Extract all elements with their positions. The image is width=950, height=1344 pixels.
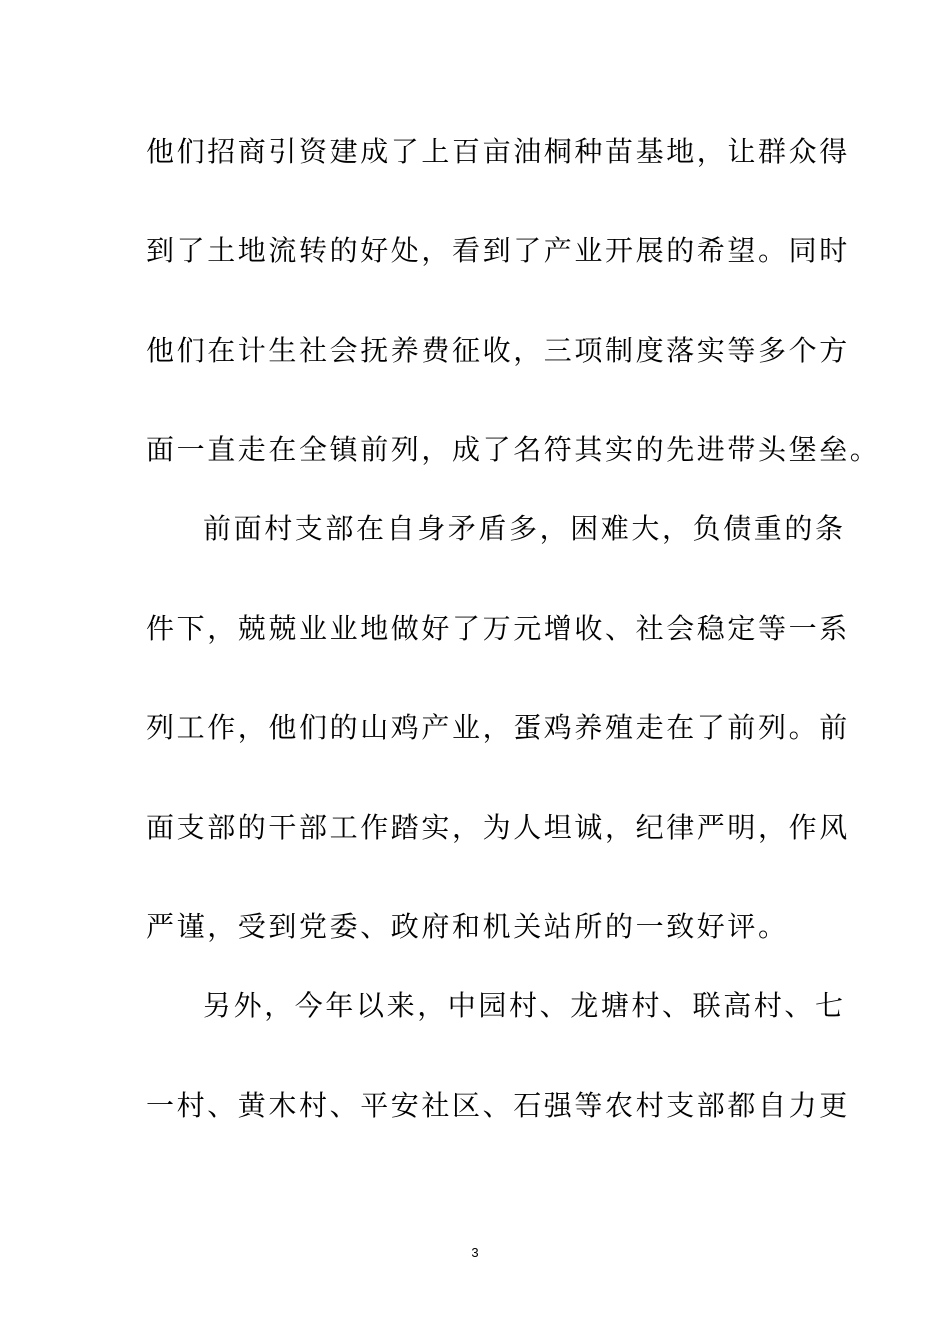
text-line-7: 列工作，他们的山鸡产业，蛋鸡养殖走在了前列。前 — [146, 711, 850, 744]
text-line-2: 到了土地流转的好处，看到了产业开展的希望。同时 — [146, 234, 850, 267]
page-number: 3 — [471, 1245, 479, 1260]
text-line-1: 他们招商引资建成了上百亩油桐种苗基地，让群众得 — [146, 135, 850, 168]
text-line-8: 面支部的干部工作踏实，为人坦诚，纪律严明，作风 — [146, 811, 850, 844]
text-line-11: 一村、黄木村、平安社区、石强等农村支部都自力更 — [146, 1089, 850, 1122]
text-line-3: 他们在计生社会抚养费征收，三项制度落实等多个方 — [146, 334, 850, 367]
text-line-9: 严谨，受到党委、政府和机关站所的一致好评。 — [146, 910, 789, 943]
text-line-5: 前面村支部在自身矛盾多，困难大，负债重的条 — [203, 512, 846, 545]
text-line-4: 面一直走在全镇前列，成了名符其实的先进带头堡垒。 — [146, 433, 881, 466]
text-line-10: 另外，今年以来，中园村、龙塘村、联高村、七 — [203, 989, 846, 1022]
text-line-6: 件下，兢兢业业地做好了万元增收、社会稳定等一系 — [146, 612, 850, 645]
